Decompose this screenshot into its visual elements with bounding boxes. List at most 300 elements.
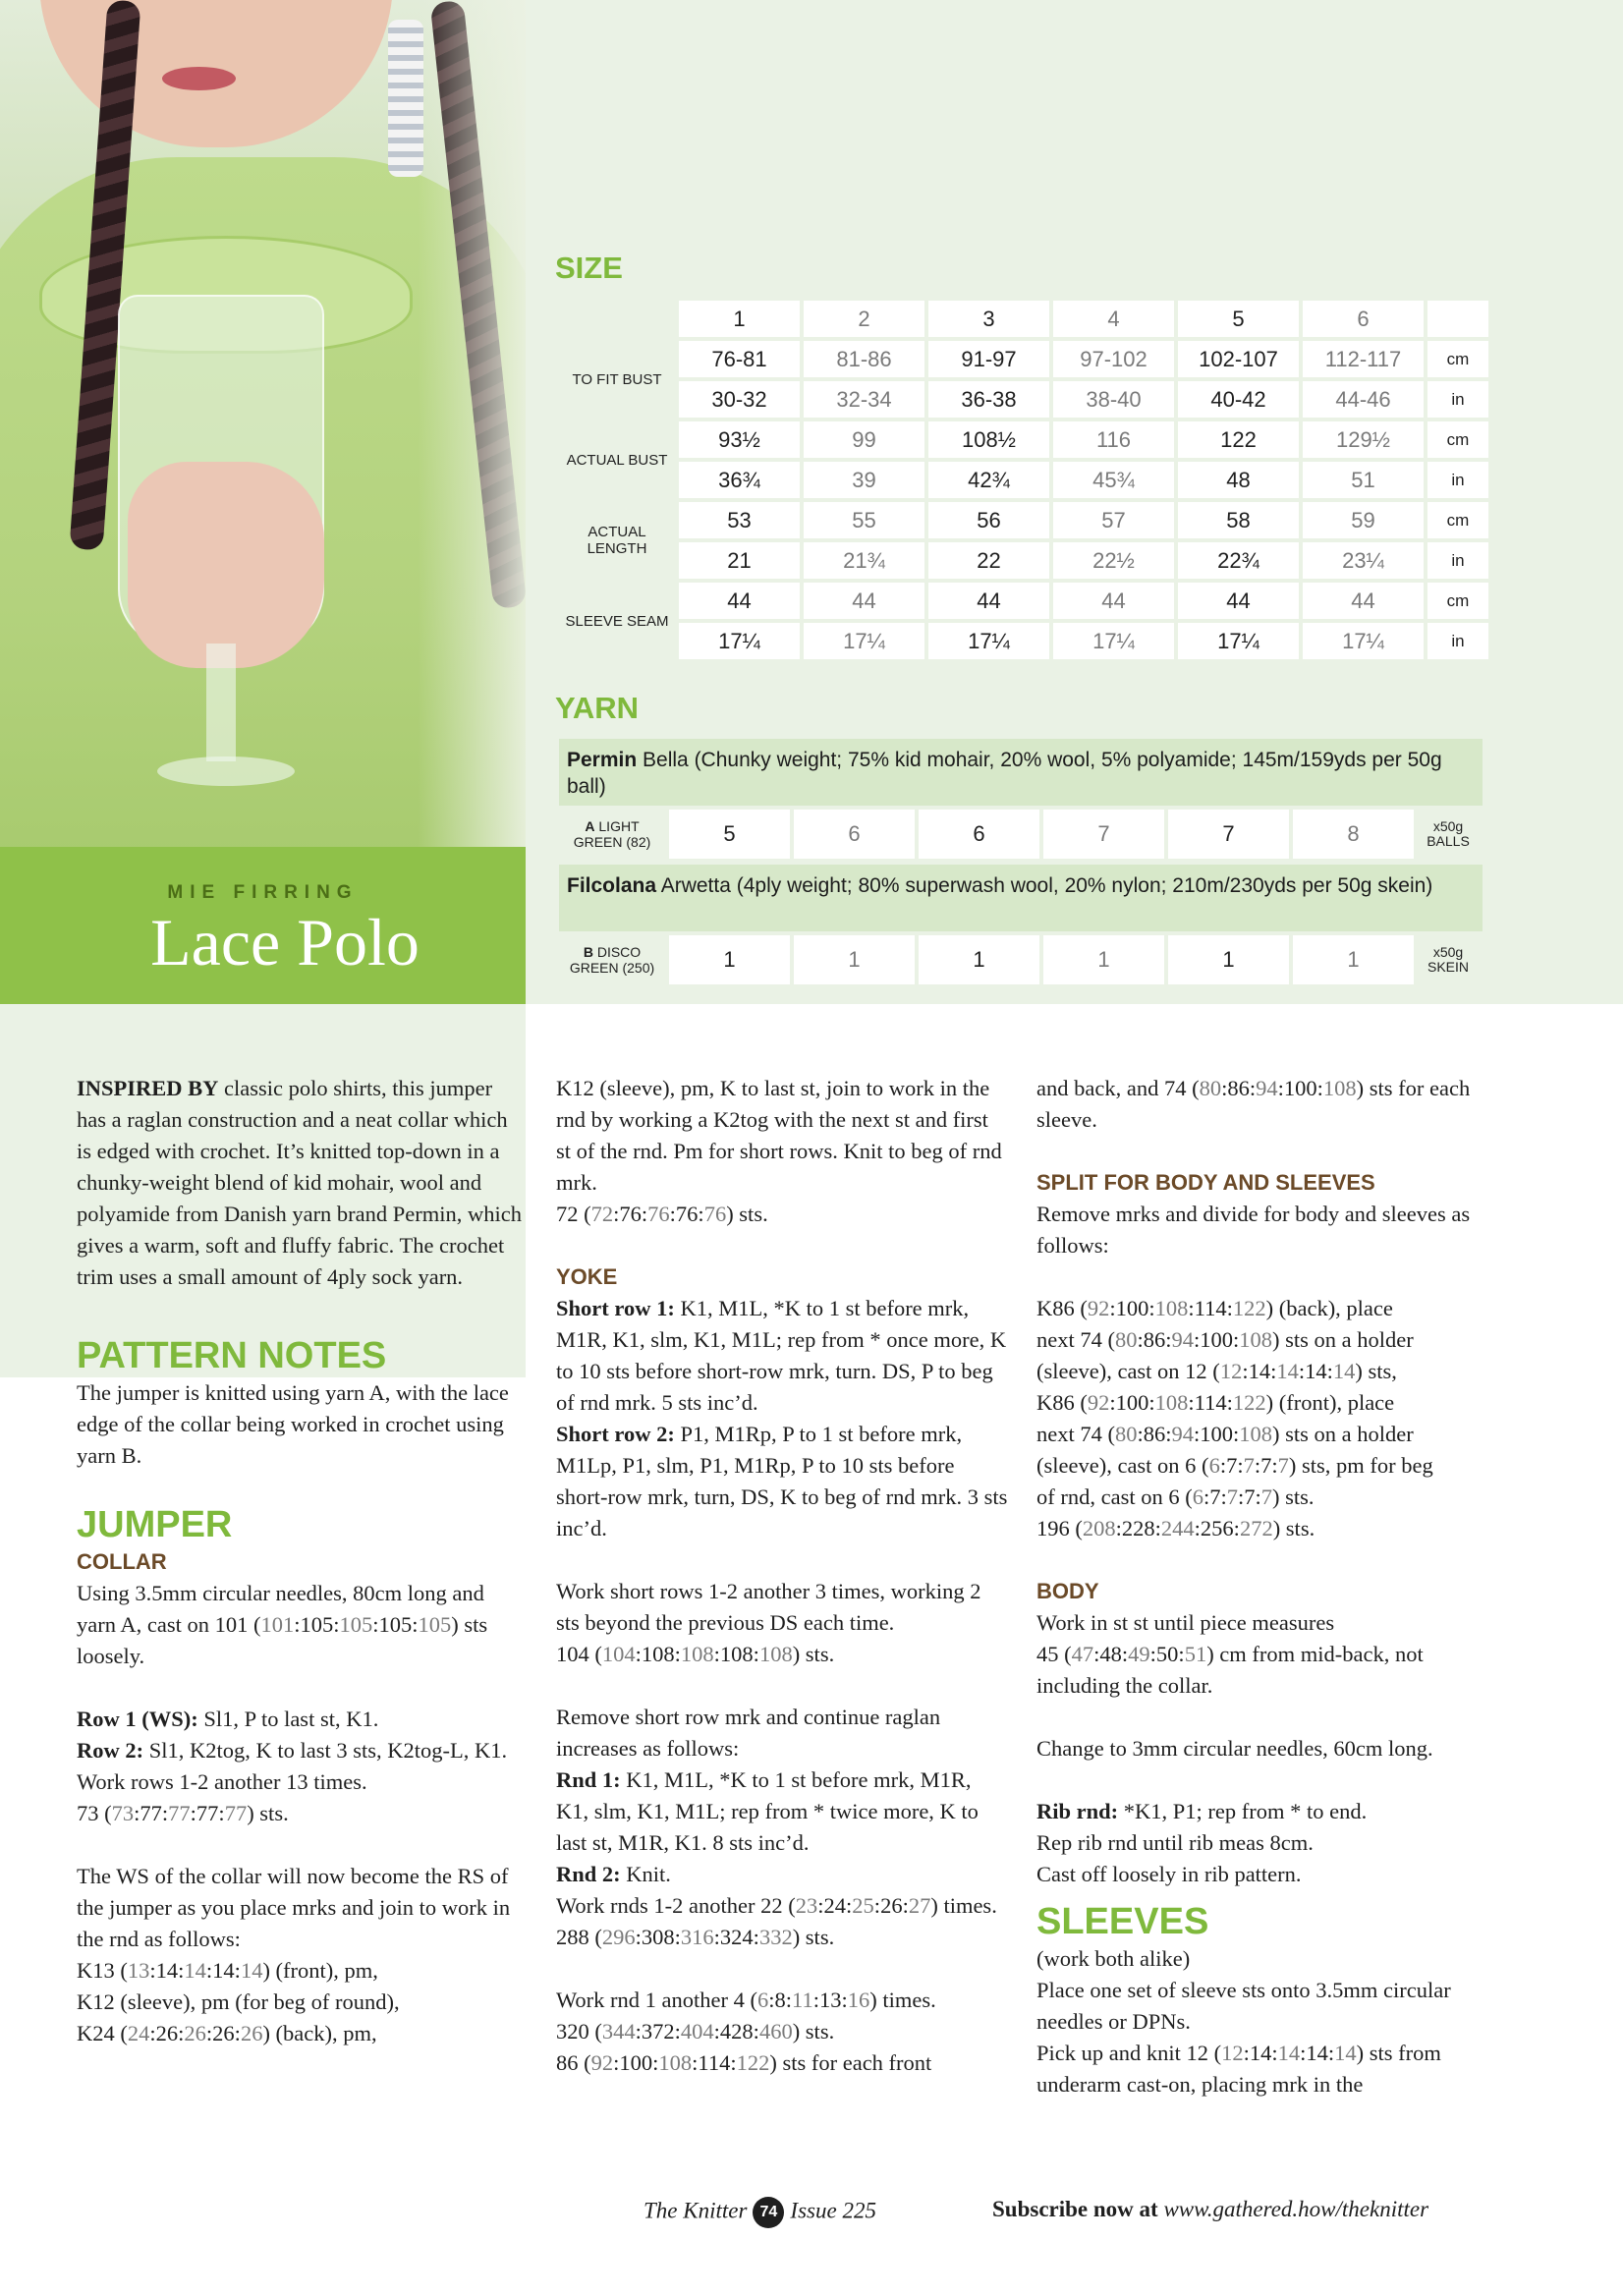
n74a: next 74 ( [1036,1327,1115,1352]
rnd-1 [556,1764,1008,1859]
s73-5: 77 [224,1801,248,1825]
sts-104: 104 (104:108:108:108:108) sts. [556,1642,835,1666]
k86-back: K86 (92:100:108:114:122) (back), place [1036,1296,1393,1320]
b45-3: 49 [1128,1642,1150,1666]
row1-text: Sl1, P to last st, K1. [197,1707,379,1731]
lips-shape [162,67,236,90]
c-105b: 105 [339,1612,373,1637]
column-1 [77,1073,524,2049]
ws-text: The WS of the collar will now become the RS of the jumper as you place mrks and join to work in the rnd as follows: [77,1864,511,1951]
n74b-1: 80 [1114,1422,1138,1446]
size-cell: 108½ [928,421,1049,458]
s288-end: ) sts. [792,1925,835,1949]
size-unit: in [1427,462,1488,498]
s288-5: 332 [758,1925,793,1949]
or-4: 7 [1244,1484,1256,1509]
n74b: next 74 ( [1036,1422,1115,1446]
cast12: (sleeve), cast on 12 (12:14:14:14:14) sts, [1036,1359,1397,1383]
size-col-1: 1 [679,301,800,337]
k24-line: K24 (24:26:26:26:26) (back), pm, [77,2021,377,2045]
yarn-b-size-2: 1 [794,935,915,984]
footer-magazine [644,2197,876,2228]
size-row-label: ACTUAL LENGTH [587,524,647,557]
yarn-b-colour: DISCO GREEN (250) [569,944,655,976]
sts-288: 288 (296:308:316:324:332) sts. [556,1925,835,1949]
model-photo [0,0,526,847]
k86b-4: 114 [1194,1390,1227,1415]
ab: and back, and 74 ( [1036,1076,1200,1100]
sr1-text: K1, M1L, *K to 1 st before mrk, M1R, K1, slm, K1, M1L; rep from * once more, K to 10 sts before short-row mrk, turn. DS, P to beg of rnd mrk. 5 sts inc’d. [556,1296,1007,1415]
s196-end: ) sts. [1272,1516,1315,1540]
size-cell: 23¼ [1303,542,1424,579]
column-3 [1036,1073,1498,2100]
rnds: Work rnds 1-2 another 22 ( [556,1893,796,1918]
size-unit: cm [1427,421,1488,458]
rnds-4: 26 [880,1893,903,1918]
c-105c: 105 [378,1612,413,1637]
s104-2: 108 [641,1642,675,1666]
yarn-b-size-4: 1 [1043,935,1164,984]
photo-backdrop [418,0,526,847]
yarn-heading: YARN [555,691,639,725]
sts-196: 196 (208:228:244:256:272) sts. [1036,1516,1315,1540]
sts-86: 86 (92:100:108:114:122) sts for each front [556,2050,932,2075]
size-cell: 44 [1178,583,1299,619]
yoke-heading: YOKE [556,1264,618,1289]
k86a-5: 122 [1232,1296,1266,1320]
size-heading: SIZE [555,251,623,285]
s72-1: 72 [590,1202,614,1226]
size-cell: 17¼ [804,623,924,659]
size-unit: cm [1427,341,1488,377]
size-row-1-in [559,462,1488,498]
rnds-2: 24 [823,1893,847,1918]
size-cell: 22¾ [1178,542,1299,579]
c12-end: ) sts, [1355,1359,1397,1383]
k12-text: K12 (sleeve), pm, K to last st, join to work in the rnd by working a K2tog with the next st and first st of the rnd. Pm for short rows. Knit to beg of rnd mrk. [556,1076,1002,1195]
sr2-label: Short row 2: [556,1422,675,1446]
next74-b: next 74 (80:86:94:100:108) sts on a holder [1036,1422,1414,1446]
split-text: Remove mrks and divide for body and sleeves as follows: [1036,1202,1471,1258]
yarn-a-amounts [555,810,1483,859]
size-row-label: SLEEVE SEAM [565,612,669,630]
b45-4: 50 [1155,1642,1179,1666]
size-unit: in [1427,381,1488,418]
body-text: Work in st st until piece measures [1036,1610,1335,1635]
intro-text: classic polo shirts, this jumper has a raglan construction and a neat collar which is edged with crochet. It’s knitted top-down in a chunky-weight blend of kid mohair, wool and polyamide from Danish yarn brand Permin, which gives a warm, soft and fluffy fabric. The crochet trim uses a small amount of 4ply sock yarn. [77,1076,523,1289]
s104-5: 108 [758,1642,793,1666]
rnds-end: ) times. [930,1893,997,1918]
cast-off: Cast off loosely in rib pattern. [1036,1862,1302,1886]
n74b-end: ) sts on a holder [1272,1422,1414,1446]
size-cell: 42¾ [928,462,1049,498]
k24-2: 26 [155,2021,179,2045]
rib-rnd [1036,1796,1498,1827]
size-cell: 99 [804,421,924,458]
subscribe-text: Subscribe now at [992,2197,1164,2221]
row1 [77,1704,524,1735]
c6-2: 7 [1226,1453,1238,1478]
c-105d: 105 [418,1612,452,1637]
size-cell: 17¼ [1053,623,1174,659]
yarn-b-unit: x50g SKEIN [1427,944,1469,975]
yarn-b-size-5: 1 [1168,935,1289,984]
yarn-b-size-1: 1 [669,935,790,984]
jumper-heading: JUMPER [77,1504,233,1545]
b45-1: 47 [1071,1642,1094,1666]
size-cell: 57 [1053,502,1174,538]
rib-label: Rib rnd: [1036,1799,1119,1823]
c6-end: ) sts, pm for beg [1288,1453,1433,1478]
k86b-5: 122 [1232,1390,1266,1415]
subscribe-link[interactable]: www.gathered.how/theknitter [1163,2197,1429,2221]
r1r-4: 13 [818,1988,842,2012]
k86b-2: 100 [1115,1390,1149,1415]
c12-4: 14 [1305,1359,1327,1383]
c6: (sleeve), cast on 6 ( [1036,1453,1209,1478]
k24-4: 26 [212,2021,235,2045]
s196-3: 244 [1160,1516,1195,1540]
footer-subscribe [992,2197,1428,2222]
s73-4: 77 [196,1801,219,1825]
place-one: Place one set of sleeve sts onto 3.5mm circular needles or DPNs. [1036,1978,1451,2034]
k86b-1: 92 [1087,1390,1110,1415]
k86a-end: ) (back), place [1265,1296,1393,1320]
yarn-a-size-1: 5 [669,810,790,859]
ab-1: 80 [1199,1076,1222,1100]
size-row-label: TO FIT BUST [572,370,662,388]
c12: (sleeve), cast on 12 ( [1036,1359,1220,1383]
k13: K13 ( [77,1958,128,1983]
size-row-3-cm [559,583,1488,619]
s73-1: 73 [111,1801,135,1825]
r1r-1: 6 [757,1988,769,2012]
size-cell: 22 [928,542,1049,579]
s288-2: 308 [641,1925,675,1949]
s86: 86 ( [556,2050,591,2075]
k86a-3: 108 [1154,1296,1189,1320]
yarn-a-desc: Bella (Chunky weight; 75% kid mohair, 20% wool, 5% polyamide; 145m/159yds per 50g ball) [567,749,1442,798]
ab-4: 100 [1283,1076,1317,1100]
size-cell: 122 [1178,421,1299,458]
pu-end: ) sts from underarm cast-on, placing mrk in the [1036,2041,1441,2097]
s86-2: 100 [619,2050,653,2075]
ab-end: ) sts for each sleeve. [1036,1076,1471,1132]
size-cell: 53 [679,502,800,538]
n74a-4: 100 [1200,1327,1234,1352]
size-cell: 56 [928,502,1049,538]
size-cell: 44 [928,583,1049,619]
s320-4: 428 [719,2019,754,2044]
next74-a: next 74 (80:86:94:100:108) sts on a holder [1036,1327,1414,1352]
s104-1: 104 [601,1642,636,1666]
glass-stem [206,644,236,761]
n74a-1: 80 [1114,1327,1138,1352]
k24-end: ) (back), pm, [262,2021,377,2045]
hand-shape [128,462,324,668]
pu-5: 14 [1334,2041,1357,2065]
collar-cast-on: Using 3.5mm circular needles, 80cm long and yarn A, cast on 101 (101:105:105:105:105) sts loosely. [77,1581,488,1668]
size-row-1-cm [559,421,1488,458]
size-cell: 44 [679,583,800,619]
n74a-end: ) sts on a holder [1272,1327,1414,1352]
collar-heading: COLLAR [77,1549,167,1574]
sr-repeat: Work short rows 1-2 another 3 times, working 2 sts beyond the previous DS each time. [556,1579,981,1635]
k24-3: 26 [184,2021,206,2045]
k13-5: 14 [240,1958,263,1983]
yarn-a-letter: A [585,818,595,834]
size-col-4: 4 [1053,301,1174,337]
s104-4: 108 [719,1642,754,1666]
b45-2: 48 [1099,1642,1122,1666]
k13-2: 14 [155,1958,179,1983]
n74b-2: 86 [1143,1422,1166,1446]
size-cell: 21¾ [804,542,924,579]
k12-line: K12 (sleeve), pm (for beg of round), [77,1989,400,2014]
ab-5: 108 [1322,1076,1357,1100]
r1r-end: ) times. [869,1988,936,2012]
size-row-label: ACTUAL BUST [566,451,668,469]
yarn-a-row [559,810,1479,859]
rnd2-text: Knit. [620,1862,671,1886]
intro-paragraph [77,1073,524,1293]
s196-4: 256 [1200,1516,1234,1540]
size-col-6: 6 [1303,301,1424,337]
size-cell: 44-46 [1303,381,1424,418]
size-cell: 91-97 [928,341,1049,377]
size-cell: 44 [1303,583,1424,619]
s288-1: 296 [601,1925,636,1949]
n74b-3: 94 [1171,1422,1195,1446]
s73-end: ) sts. [247,1801,289,1825]
s288-3: 316 [680,1925,714,1949]
c12-3: 14 [1276,1359,1299,1383]
sr1-label: Short row 1: [556,1296,675,1320]
intro-lead: INSPIRED BY [77,1076,219,1100]
or-end: ) sts. [1272,1484,1315,1509]
pick-up: Pick up and knit 12 (12:14:14:14:14) sts from underarm cast-on, placing mrk in the [1036,2041,1441,2097]
c-101: 101 [260,1612,295,1637]
yarn-b-row [559,935,1479,984]
sts-73: 73 (73:77:77:77:77) sts. [77,1801,289,1825]
b45: 45 ( [1036,1642,1072,1666]
n74a-2: 86 [1143,1327,1166,1352]
n74b-5: 108 [1239,1422,1273,1446]
size-unit: cm [1427,502,1488,538]
magazine-name: The Knitter [644,2198,748,2223]
s196: 196 ( [1036,1516,1083,1540]
rib-repeat: Rep rib rnd until rib meas 8cm. [1036,1830,1314,1855]
size-cell: 129½ [1303,421,1424,458]
sts-320: 320 (344:372:404:428:460) sts. [556,2019,835,2044]
rib-text: *K1, P1; rep from * to end. [1118,1799,1368,1823]
s320-5: 460 [758,2019,793,2044]
pu-2: 14 [1249,2041,1272,2065]
size-cell: 44 [804,583,924,619]
c12-5: 14 [1332,1359,1356,1383]
size-row-2-in [559,542,1488,579]
size-cell: 76-81 [679,341,800,377]
rnd1-repeat: Work rnd 1 another 4 (6:8:11:13:16) times. [556,1988,936,2012]
s104-end: ) sts. [792,1642,835,1666]
size-cell: 21 [679,542,800,579]
size-cell: 116 [1053,421,1174,458]
ab-3: 94 [1256,1076,1278,1100]
yarn-b-brand: Filcolana [567,874,657,897]
size-cell: 93½ [679,421,800,458]
n74b-4: 100 [1200,1422,1234,1446]
yarn-a-size-3: 6 [919,810,1039,859]
s72: 72 ( [556,1202,591,1226]
s72-2: 76 [619,1202,642,1226]
size-cell: 36-38 [928,381,1049,418]
c12-1: 12 [1219,1359,1243,1383]
pattern-notes-heading: PATTERN NOTES [77,1335,387,1376]
size-cell: 58 [1178,502,1299,538]
size-cell: 30-32 [679,381,800,418]
size-cell: 40-42 [1178,381,1299,418]
k86b-3: 108 [1154,1390,1189,1415]
size-cell: 17¼ [928,623,1049,659]
size-cell: 38-40 [1053,381,1174,418]
k86a-4: 114 [1194,1296,1227,1320]
s104-3: 108 [680,1642,714,1666]
c6-3: 7 [1243,1453,1255,1478]
r1r-5: 16 [847,1988,870,2012]
pattern-notes-text: The jumper is knitted using yarn A, with the lace edge of the collar being worked in crochet using yarn B. [77,1380,509,1468]
and-back: and back, and 74 (80:86:94:100:108) sts for each sleeve. [1036,1076,1471,1132]
size-col-5: 5 [1178,301,1299,337]
s320-3: 404 [680,2019,714,2044]
or: of rnd, cast on 6 ( [1036,1484,1193,1509]
size-cell: 51 [1303,462,1424,498]
body-45: 45 (47:48:49:50:51) cm from mid-back, not including the collar. [1036,1642,1424,1698]
rnds-1: 23 [795,1893,818,1918]
sleeves-heading: SLEEVES [1036,1901,1209,1942]
s86-5: 122 [736,2050,770,2075]
rnds-5: 27 [908,1893,931,1918]
k86b: K86 ( [1036,1390,1088,1415]
yarn-a-description [559,739,1483,806]
size-cell: 17¼ [1178,623,1299,659]
n74a-5: 108 [1239,1327,1273,1352]
s72-3: 76 [647,1202,670,1226]
s196-1: 208 [1082,1516,1116,1540]
rows-repeat: Work rows 1-2 another 13 times. [77,1769,367,1794]
short-row-1 [556,1293,1008,1419]
s86-4: 114 [698,2050,731,2075]
yarn-a-size-4: 7 [1043,810,1164,859]
size-cell: 102-107 [1178,341,1299,377]
r1r-2: 8 [774,1988,786,2012]
s86-end: ) sts for each front [769,2050,932,2075]
split-heading: SPLIT FOR BODY AND SLEEVES [1036,1170,1375,1195]
size-unit: in [1427,623,1488,659]
b45-end: ) cm from mid-back, not including the collar. [1036,1642,1424,1698]
issue-number: Issue 225 [790,2198,876,2223]
page-number: 74 [753,2197,784,2228]
c6-1: 6 [1208,1453,1220,1478]
k86a-1: 92 [1087,1296,1110,1320]
c6-4: 7 [1260,1453,1272,1478]
yarn-a-size-5: 7 [1168,810,1289,859]
size-cell: 48 [1178,462,1299,498]
size-cell: 36¾ [679,462,800,498]
or-2: 7 [1209,1484,1221,1509]
n74a-3: 94 [1171,1327,1195,1352]
row2 [77,1735,524,1766]
k86a-2: 100 [1115,1296,1149,1320]
s73-3: 77 [168,1801,191,1825]
k13-end: ) (front), pm, [262,1958,378,1983]
yarn-a-colour: LIGHT GREEN (82) [573,818,651,850]
s72-4: 76 [675,1202,699,1226]
yarn-b-size-6: 1 [1293,935,1414,984]
yarn-a-size-6: 8 [1293,810,1414,859]
size-cell: 45¾ [1053,462,1174,498]
size-cell: 32-34 [804,381,924,418]
designer-name: MIE FIRRING [167,882,359,903]
rnds-repeat: Work rnds 1-2 another 22 (23:24:25:26:27) times. [556,1893,997,1918]
c12-2: 14 [1248,1359,1271,1383]
body-heading: BODY [1036,1579,1099,1603]
yarn-b-size-3: 1 [919,935,1039,984]
s288-4: 324 [719,1925,754,1949]
size-row-0-cm [559,341,1488,377]
or-1: 6 [1192,1484,1203,1509]
s320-end: ) sts. [792,2019,835,2044]
size-cell: 81-86 [804,341,924,377]
k13-4: 14 [212,1958,235,1983]
pu-4: 14 [1306,2041,1328,2065]
pu-3: 14 [1277,2041,1301,2065]
k86-front: K86 (92:100:108:114:122) (front), place [1036,1390,1395,1415]
size-col-3: 3 [928,301,1049,337]
k24: K24 ( [77,2021,128,2045]
s72-end: ) sts. [726,1202,768,1226]
rnd2-label: Rnd 2: [556,1862,621,1886]
size-cell: 39 [804,462,924,498]
size-header-row [559,301,1488,337]
k13-1: 13 [127,1958,150,1983]
k86b-end: ) (front), place [1265,1390,1395,1415]
or-3: 7 [1226,1484,1238,1509]
k13-3: 14 [184,1958,206,1983]
rnds-3: 25 [852,1893,874,1918]
s72-5: 76 [703,1202,727,1226]
size-cell: 44 [1053,583,1174,619]
size-row-3-in [559,623,1488,659]
s73-2: 77 [140,1801,162,1825]
b45-5: 51 [1184,1642,1207,1666]
s288: 288 ( [556,1925,602,1949]
remove-text: Remove short row mrk and continue raglan increases as follows: [556,1705,941,1761]
size-unit: in [1427,542,1488,579]
work-both: (work both alike) [1036,1946,1191,1971]
s196-5: 272 [1239,1516,1273,1540]
yarn-a-unit: x50g BALLS [1427,818,1470,849]
yarn-a-brand: Permin [567,749,638,771]
row2-label: Row 2: [77,1738,144,1763]
glass-base [157,756,295,786]
row1-label: Row 1 (WS): [77,1707,198,1731]
yarn-b-amounts [555,935,1483,984]
s86-1: 92 [590,2050,614,2075]
s73: 73 [77,1801,99,1825]
pu: Pick up and knit 12 ( [1036,2041,1222,2065]
size-cell: 17¼ [1303,623,1424,659]
k86a: K86 ( [1036,1296,1088,1320]
